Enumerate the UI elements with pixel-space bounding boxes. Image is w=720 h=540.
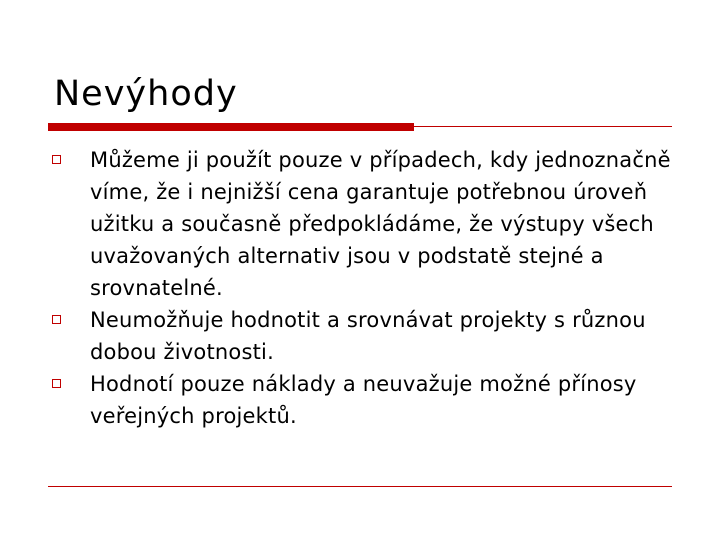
hollow-square-bullet-icon [52, 379, 61, 388]
hollow-square-bullet-icon [52, 315, 61, 324]
bullet-item [50, 304, 680, 368]
bullet-list [50, 144, 680, 432]
title-underline-accent [48, 123, 414, 131]
footer-rule [48, 486, 672, 487]
bullet-text: Hodnotí pouze náklady a neuvažuje možné přínosy veřejných projektů. [90, 372, 637, 428]
bullet-item [50, 144, 680, 304]
bullet-text: Můžeme ji použít pouze v případech, kdy jednoznačně víme, že i nejnižší cena garantuje potřebnou úroveň užitku a současně předpokládáme, že výstupy všech uvažovaných alternativ jsou v podstatě stejné a srovnatelné. [90, 148, 671, 300]
slide-title: Nevýhody [54, 74, 238, 114]
bullet-text: Neumožňuje hodnotit a srovnávat projekty s různou dobou životnosti. [90, 308, 646, 364]
hollow-square-bullet-icon [52, 155, 61, 164]
bullet-item [50, 368, 680, 432]
title-underline-rule [414, 126, 672, 127]
